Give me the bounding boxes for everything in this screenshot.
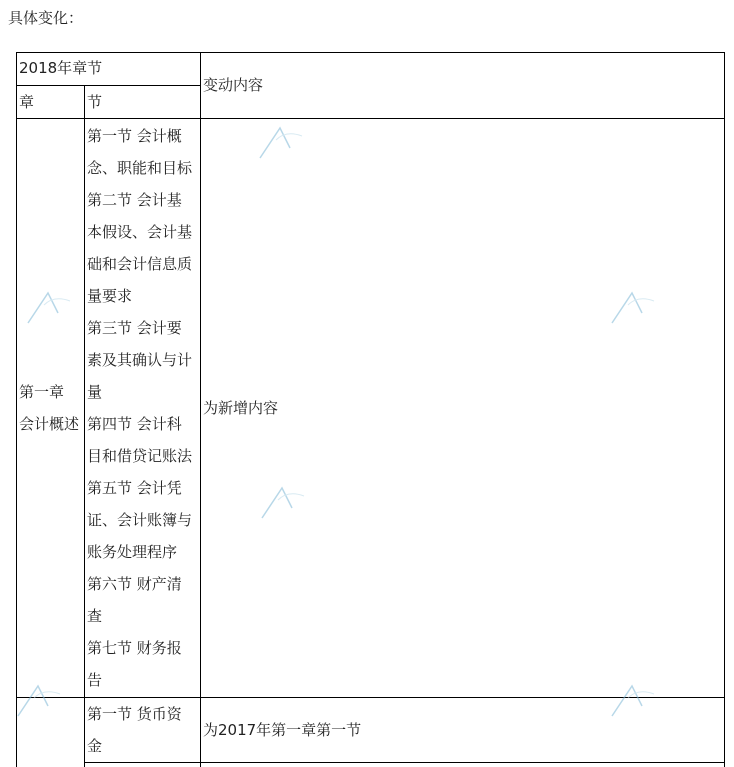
- header-chapter-cell: 章: [19, 93, 35, 111]
- table-border-top: [16, 52, 725, 53]
- section-line: 第二节 会计基: [87, 191, 182, 209]
- header-section-cell: 节: [87, 93, 103, 111]
- row2-change-cell: 为2017年第一章第一节: [203, 721, 362, 739]
- watermark-icon: [250, 118, 320, 178]
- table-border-right: [724, 52, 725, 767]
- section-line: 金: [87, 737, 103, 755]
- section-line: 第三节 会计要: [87, 319, 182, 337]
- column-divider-section: [200, 52, 201, 767]
- section-line: 查: [87, 607, 103, 625]
- row2-section-list: [87, 698, 182, 762]
- section-line: 量: [87, 383, 103, 401]
- section-line: 础和会计信息质: [87, 255, 193, 273]
- section-line: 量要求: [87, 287, 133, 305]
- section-line: 第六节 财产清: [87, 575, 182, 593]
- section-line: 证、会计账簿与: [87, 511, 193, 529]
- row1-change-cell: 为新增内容: [203, 399, 279, 417]
- table-border-left: [16, 52, 17, 767]
- header-bottom-border: [16, 118, 725, 119]
- watermark-icon: [18, 283, 88, 343]
- page-heading: 具体变化：: [8, 9, 84, 27]
- section-line: 素及其确认与计: [87, 351, 193, 369]
- section-line: 第七节 财务报: [87, 639, 182, 657]
- watermark-icon: [8, 676, 78, 736]
- header-change-cell: 变动内容: [203, 76, 264, 94]
- section-line: 念、职能和目标: [87, 159, 193, 177]
- section-line: 第一节 货币资: [87, 705, 182, 723]
- row-divider-partial: [84, 762, 725, 763]
- section-line: 第一节 会计概: [87, 127, 182, 145]
- row1-chapter-number: 第一章: [19, 383, 65, 401]
- header-divider: [16, 85, 200, 86]
- watermark-icon: [602, 676, 672, 736]
- section-line: 本假设、会计基: [87, 223, 193, 241]
- watermark-icon: [252, 478, 322, 538]
- section-line: 账务处理程序: [87, 543, 178, 561]
- header-year-cell: 2018年章节: [19, 59, 103, 77]
- section-line: 目和借贷记账法: [87, 447, 193, 465]
- row1-section-list: [87, 120, 192, 696]
- section-line: 告: [87, 671, 103, 689]
- watermark-icon: [602, 283, 672, 343]
- section-line: 第四节 会计科: [87, 415, 182, 433]
- row1-chapter-title: 会计概述: [19, 415, 80, 433]
- section-line: 第五节 会计凭: [87, 479, 182, 497]
- column-divider-chapter: [84, 85, 85, 767]
